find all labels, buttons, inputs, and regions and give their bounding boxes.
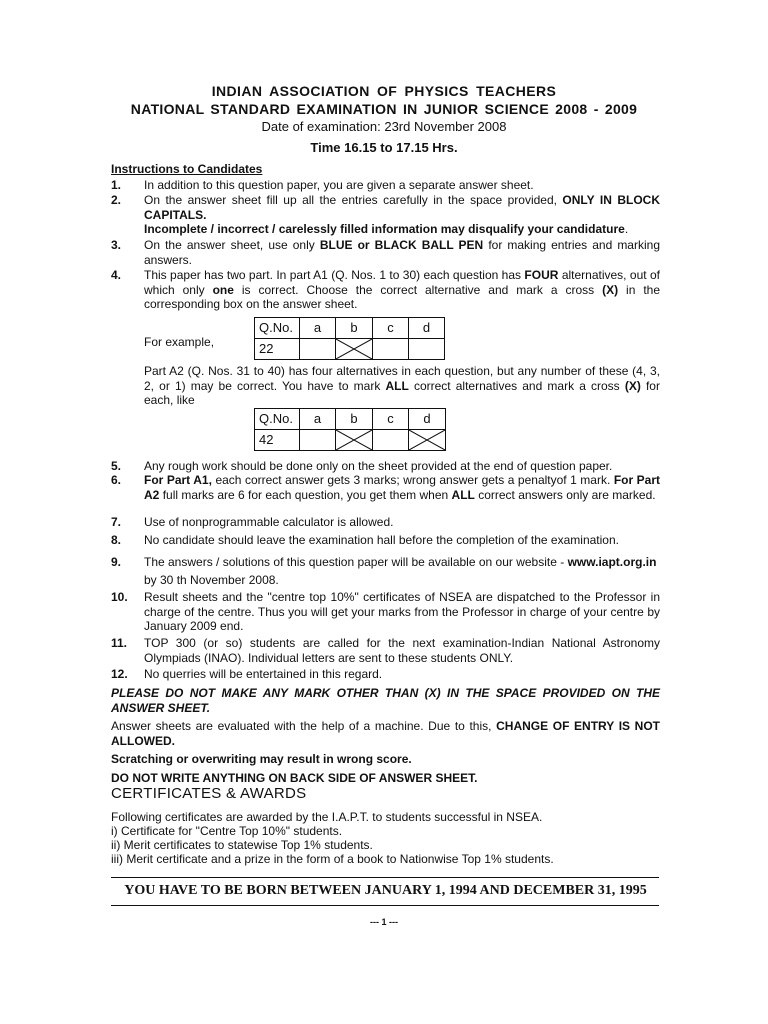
instruction-7: [111, 515, 660, 530]
instruction-text: No querries will be entertained in this regard.: [144, 667, 383, 681]
instruction-11: [111, 636, 660, 665]
instruction-text: alternatives, out of which only: [144, 268, 660, 297]
instruction-4: [111, 268, 660, 312]
instruction-text: Use of nonprogrammable calculator is allowed.: [144, 515, 394, 529]
option-c-header: c: [373, 409, 409, 430]
option-b-box: [336, 430, 373, 451]
instruction-text: for making entries and marking answers.: [144, 238, 660, 267]
one-emphasis: one: [212, 282, 234, 297]
instruction-number: 10.: [111, 590, 128, 604]
instruction-text: full marks are 6 for each question, you get them when: [162, 487, 449, 502]
qno-header: Q.No.: [255, 409, 300, 430]
part-a1-emphasis: For Part A1,: [144, 473, 212, 487]
instruction-text: is correct. Choose the correct alternative and mark a cross: [241, 282, 595, 297]
page-number: --- 1 ---: [370, 917, 398, 927]
instruction-text: No candidate should leave the examination hall before the completion of the examination.: [144, 533, 619, 547]
instruction-6: [111, 473, 660, 502]
instruction-text: On the answer sheet fill up all the entries carefully in the space provided,: [144, 193, 557, 207]
instruction-number: 6.: [111, 473, 122, 487]
certificate-item-2: ii) Merit certificates to statewise Top 1% students.: [111, 838, 373, 852]
scratching-warning: Scratching or overwriting may result in wrong score.: [111, 752, 412, 766]
part-a2-text: for each, like: [144, 378, 660, 407]
instruction-number: 2.: [111, 193, 122, 207]
instruction-number: 8.: [111, 533, 122, 547]
all-emphasis: ALL: [451, 487, 475, 502]
instruction-text: correct answers only are marked.: [478, 487, 656, 502]
part-a2-emphasis: For Part A2: [144, 473, 661, 502]
option-d-header: d: [409, 409, 446, 430]
instruction-3: [111, 238, 660, 267]
instruction-number: 5.: [111, 459, 122, 473]
option-b-box: [336, 339, 373, 360]
no-mark-warning: PLEASE DO NOT MAKE ANY MARK OTHER THAN (X) IN THE SPACE PROVIDED ON THE ANSWER SHEET.: [111, 686, 660, 715]
disqualify-warning: Incomplete / incorrect / carelessly filled information may disqualify your candidature: [144, 222, 625, 236]
option-a-box: [300, 339, 336, 360]
instruction-number: 3.: [111, 238, 122, 252]
four-emphasis: FOUR: [524, 268, 559, 282]
block-capitals-emphasis: ONLY IN BLOCK CAPITALS.: [144, 193, 660, 222]
part-a2-text: correct alternatives and mark a cross: [413, 378, 620, 393]
instruction-text: in the corresponding box on the answer sheet.: [144, 282, 661, 311]
instruction-text: each correct answer gets 3 marks; wrong answer gets a penaltyof 1 mark.: [215, 473, 611, 487]
instruction-text: by 30 th November 2008.: [144, 573, 279, 587]
instruction-number: 12.: [111, 667, 128, 681]
exam-time: Time 16.15 to 17.15 Hrs.: [310, 140, 458, 155]
birth-date-notice: YOU HAVE TO BE BORN BETWEEN JANUARY 1, 1994 AND DECEMBER 31, 1995: [124, 883, 647, 898]
cross-mark-icon: [409, 430, 445, 450]
back-side-warning: DO NOT WRITE ANYTHING ON BACK SIDE OF ANSWER SHEET.: [111, 771, 478, 785]
instruction-5: [111, 459, 660, 474]
instruction-number: 11.: [111, 636, 128, 650]
instruction-1: [111, 178, 660, 193]
option-b-header: b: [336, 318, 373, 339]
website-link[interactable]: www.iapt.org.in: [567, 555, 657, 569]
instruction-number: 7.: [111, 515, 122, 529]
all-emphasis: ALL: [385, 378, 409, 393]
exam-title: NATIONAL STANDARD EXAMINATION IN JUNIOR SCIENCE 2008 - 2009: [130, 101, 638, 117]
option-a-header: a: [300, 318, 336, 339]
example-label: For example,: [144, 335, 215, 349]
option-c-box: [373, 339, 409, 360]
option-a-box: [300, 430, 336, 451]
part-a2-description: [144, 364, 660, 408]
instruction-text: TOP 300 (or so) students are called for the next examination-Indian National Astronomy Olympiads (INAO). Individual letters are sent to these students ONLY.: [144, 636, 660, 665]
instruction-text: Result sheets and the "centre top 10%" certificates of NSEA are dispatched to the Professor in charge of the centre. Thus you will get your marks from the Professor in charge of your centre by January 2009 end.: [144, 590, 660, 633]
option-d-box: [409, 430, 446, 451]
part-a2-text: Part A2 (Q. Nos. 31 to 40) has four alternatives in each question, but any number of these (4, 3, 2, or 1) may be correct. You have to mark: [144, 364, 660, 393]
question-number: 22: [255, 339, 300, 360]
option-a-header: a: [300, 409, 336, 430]
certificates-intro: Following certificates are awarded by the I.A.P.T. to students successful in NSEA.: [111, 810, 543, 824]
cross-emphasis: (X): [602, 282, 619, 297]
machine-text: Answer sheets are evaluated with the help of a machine. Due to this,: [111, 719, 492, 733]
instruction-text: .: [624, 222, 629, 236]
instruction-10: [111, 590, 660, 634]
instruction-number: 9.: [111, 555, 122, 569]
instruction-12: [111, 667, 660, 682]
certificate-item-3: iii) Merit certificate and a prize in the form of a book to Nationwise Top 1% students.: [111, 852, 554, 866]
instruction-text: In addition to this question paper, you are given a separate answer sheet.: [144, 178, 534, 192]
instruction-number: 1.: [111, 178, 122, 192]
instructions-title: Instructions to Candidates: [111, 162, 263, 176]
option-c-header: c: [373, 318, 409, 339]
question-number: 42: [255, 430, 300, 451]
instruction-number: 4.: [111, 268, 122, 282]
instruction-9: [111, 553, 660, 589]
example-table-single: [254, 317, 445, 360]
bottom-divider: [111, 905, 659, 906]
instruction-text: Any rough work should be done only on the sheet provided at the end of question paper.: [144, 459, 613, 473]
instruction-8: [111, 533, 660, 548]
certificates-heading: CERTIFICATES & AWARDS: [111, 785, 307, 802]
machine-evaluation-note: [111, 719, 660, 749]
instruction-text: This paper has two part. In part A1 (Q. Nos. 1 to 30) each question has: [144, 268, 522, 282]
qno-header: Q.No.: [255, 318, 300, 339]
cross-mark-icon: [336, 339, 372, 359]
instruction-2: [111, 193, 660, 237]
certificate-item-1: i) Certificate for "Centre Top 10%" students.: [111, 824, 343, 838]
option-d-header: d: [409, 318, 445, 339]
cross-mark-icon: [336, 430, 372, 450]
instruction-text: On the answer sheet, use only: [144, 238, 315, 252]
exam-date: Date of examination: 23rd November 2008: [261, 119, 507, 134]
pen-emphasis: BLUE or BLACK BALL PEN: [319, 238, 484, 252]
option-d-box: [409, 339, 445, 360]
example-table-multiple: [254, 408, 446, 451]
instruction-text: The answers / solutions of this question paper will be available on our website -: [144, 555, 565, 569]
org-title: INDIAN ASSOCIATION OF PHYSICS TEACHERS: [211, 83, 557, 99]
cross-emphasis: (X): [624, 378, 641, 393]
option-c-box: [373, 430, 409, 451]
change-entry-warning: CHANGE OF ENTRY IS NOT ALLOWED.: [111, 719, 661, 748]
option-b-header: b: [336, 409, 373, 430]
top-divider: [111, 877, 659, 878]
